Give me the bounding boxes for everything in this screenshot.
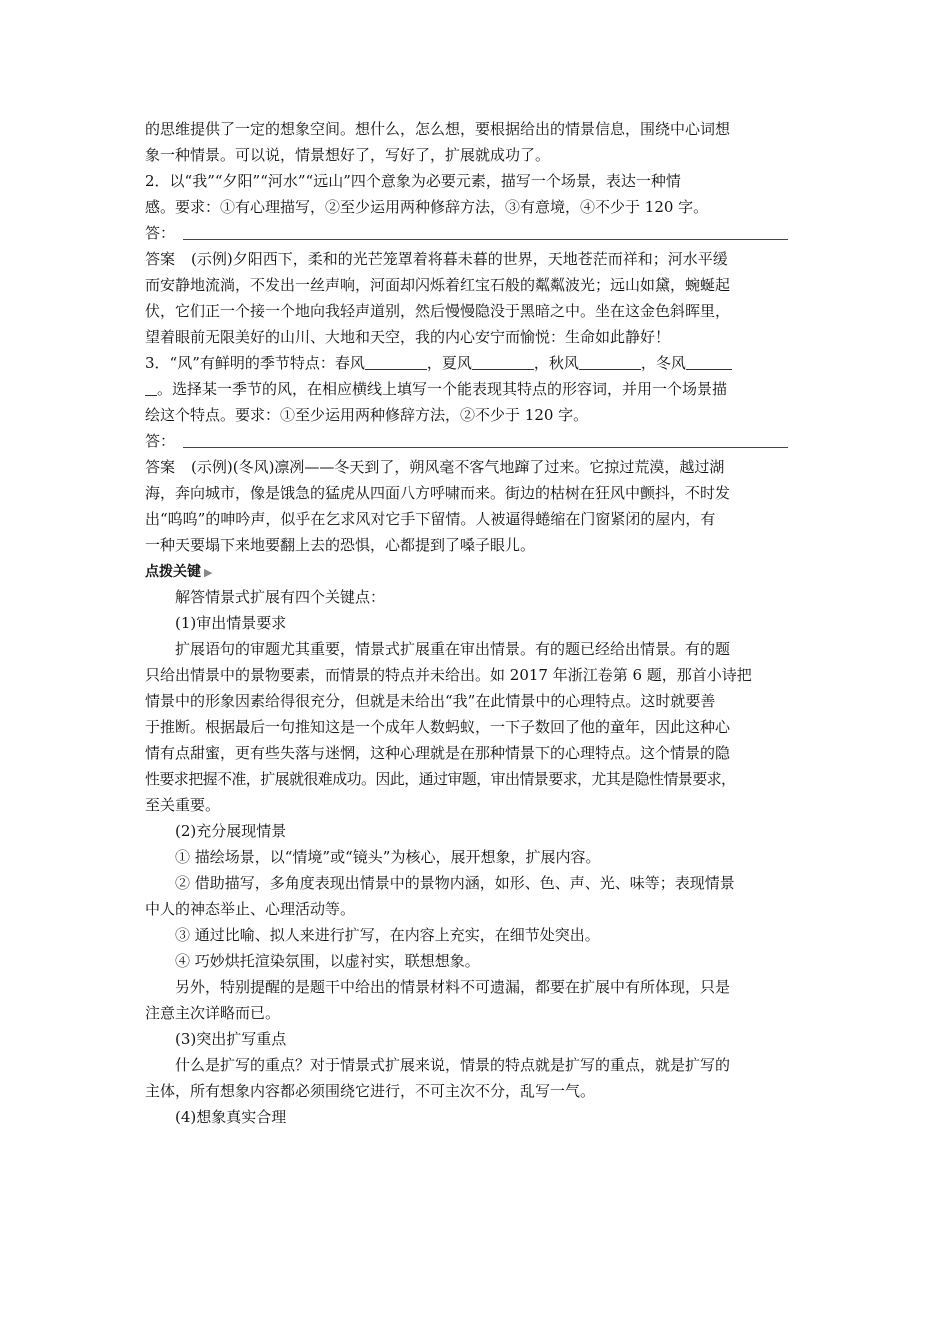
answer-3-line: 出“呜呜”的呻吟声，似乎在乞求风对它手下留情。人被逼得蜷缩在门窗紧闭的屋内，有 (145, 510, 716, 528)
fill-blank-winter (686, 353, 732, 370)
paragraph-line: 扩展语句的审题尤其重要，情景式扩展重在审出情景。有的题已经给出情景。有的题 (175, 640, 731, 658)
answer-2-line: 而安静地流淌，不发出一丝声响，河面却闪烁着红宝石般的粼粼波光；远山如黛，蜿蜒起 (145, 276, 731, 294)
fill-blank-spring (365, 353, 427, 370)
answer-2-line: 伏，它们正一个接一个地向我轻声道别，然后慢慢隐没于黑暗之中。坐在这金色斜晖里， (145, 302, 731, 320)
answer-line-row (145, 220, 811, 246)
answer-prefix: 答： (145, 224, 176, 242)
answer-2-line (145, 246, 811, 272)
subheading: (1)审出情景要求 (175, 614, 287, 632)
question-3-line (145, 350, 811, 376)
paragraph-line: 主体，所有想象内容都必须围绕它进行，不可主次不分，乱写一气。 (145, 1082, 596, 1100)
question-2-line: 感。要求：①有心理描写，②至少运用两种修辞方法，③有意境，④不少于 120 字。 (145, 198, 709, 216)
paragraph-line: 于推断。根据最后一句推知这是一个成年人数蚂蚁，一下子数回了他的童年，因此这种心 (145, 718, 731, 736)
subheading: (3)突出扩写重点 (175, 1030, 287, 1048)
paragraph-line: 性要求把握不准，扩展就很难成功。因此，通过审题，审出情景要求，尤其是隐性情景要求， (145, 770, 736, 788)
answer-text: (示例)夕阳西下，柔和的光芒笼罩着将暮未暮的世界，天地苍茫而祥和；河水平缓 (191, 250, 728, 268)
bullet-line: ② 借助描写，多角度表现出情景中的景物内涵，如形、色、声、光、味等；表现情景 (175, 874, 735, 892)
answer-blank-line (183, 431, 788, 448)
section-heading (145, 558, 811, 584)
section-title: 点拨关键 (145, 564, 201, 580)
bullet-line: ④ 巧妙烘托渲染氛围，以虚衬实，联想想象。 (175, 952, 480, 970)
paragraph-line: 情景中的形象因素给得很充分，但就是未给出“我”在此情景中的心理特点。这时就要善 (145, 692, 716, 710)
bullet-line: 中人的神态举止、心理活动等。 (145, 900, 356, 918)
q3-text: ，夏风 (426, 354, 472, 372)
paragraph-line: 什么是扩写的重点？对于情景式扩展来说，情景的特点就是扩写的重点，就是扩写的 (175, 1056, 731, 1074)
answer-3-line: 海，奔向城市，像是饿急的猛虎从四面八方呼啸而来。街边的枯树在狂风中颤抖，不时发 (145, 484, 731, 502)
paragraph-line: 注意主次详略而已。 (145, 1004, 281, 1022)
answer-prefix: 答： (145, 432, 176, 450)
answer-2-line: 望着眼前无限美好的山川、大地和天空，我的内心安宁而愉悦：生命如此静好！ (145, 328, 671, 346)
paragraph-line: 至关重要。 (145, 796, 221, 814)
fill-blank-summer (472, 353, 534, 370)
answer-text: (示例)(冬风)凛冽——冬天到了，朔风毫不客气地蹿了过来。它掠过荒漠，越过湖 (191, 458, 725, 476)
paragraph-line: 另外，特别提醒的是题干中给出的情景材料不可遗漏，都要在扩展中有所体现，只是 (175, 978, 731, 996)
subheading: (4)想象真实合理 (175, 1108, 287, 1126)
q3-text: ，冬风 (640, 354, 686, 372)
q3-text: 3．“风”有鲜明的季节特点：春风 (145, 354, 365, 372)
answer-label: 答案 (145, 250, 176, 268)
answer-label: 答案 (145, 458, 176, 476)
q3-text: ，秋风 (533, 354, 579, 372)
bullet-line: ③ 通过比喻、拟人来进行扩写，在内容上充实，在细节处突出。 (175, 926, 600, 944)
fill-blank-autumn (579, 353, 641, 370)
q3-text: 。选择某一季节的风，在相应横线上填写一个能表现其特点的形容词，并用一个场景描 (157, 380, 728, 398)
bullet-line: ① 描绘场景，以“情境”或“镜头”为核心，展开想象，扩展内容。 (175, 848, 601, 866)
answer-blank-line (183, 223, 788, 240)
text-line: 的思维提供了一定的想象空间。想什么，怎么想，要根据给出的情景信息，围绕中心词想 (145, 120, 731, 138)
paragraph-line: 只给出情景中的景物要素，而情景的特点并未给出。如 2017 年浙江卷第 6 题，那首小诗把 (145, 666, 752, 684)
question-2-line: 2．以“我”“夕阳”“河水”“远山”四个意象为必要元素，描写一个场景，表达一种情 (145, 172, 681, 190)
document-page (145, 116, 811, 1130)
text-line: 象一种情景。可以说，情景想好了，写好了，扩展就成功了。 (145, 146, 551, 164)
triangle-right-icon: ▶ (204, 566, 213, 579)
paragraph-line: 情有点甜蜜，更有些失落与迷惘，这种心理就是在那种情景下的心理特点。这个情景的隐 (145, 744, 731, 762)
subheading: (2)充分展现情景 (175, 822, 287, 840)
question-3-line: 绘这个特点。要求：①至少运用两种修辞方法，②不少于 120 字。 (145, 406, 589, 424)
answer-3-line (145, 454, 811, 480)
answer-line-row (145, 428, 811, 454)
fill-blank-winter-cont (145, 379, 157, 396)
answer-3-line: 一种天要塌下来地要翻上去的恐惧，心都提到了嗓子眼儿。 (145, 536, 536, 554)
paragraph-line: 解答情景式扩展有四个关键点： (175, 588, 386, 606)
question-3-line (145, 376, 811, 402)
